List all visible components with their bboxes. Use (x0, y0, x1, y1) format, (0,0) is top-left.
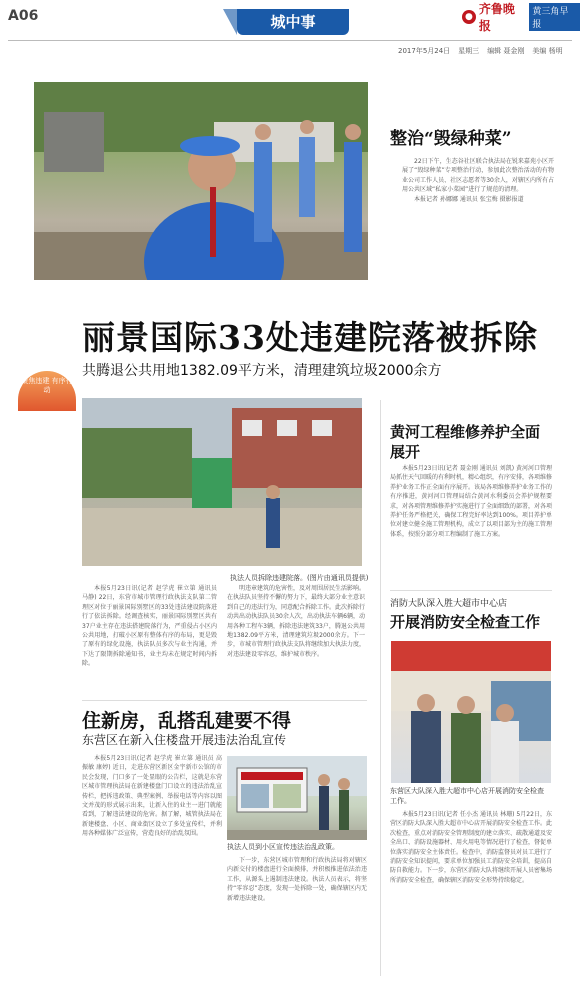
page-code: A06 (8, 8, 39, 24)
photo-notice-board-illustration (227, 756, 367, 840)
issue-weekday: 星期三 (458, 47, 480, 55)
photo-demolition-illustration (82, 398, 362, 566)
main-body-col2-text: 明违章建筑的危害性，及对周围居民生活影响。在执法队员坚持不懈的努力下，最终大部分业主意识到自己的违法行为，同意配合拆除工作。此次拆除行动共出动执法队员30余人次，出动执法车辆6辆，动用各种工程车3辆，拆除违法建筑33户，腾退公共用地1382.09平方米，清理建筑垃圾2000余方。下一步，市城市管理行政执法支队将继续加大执法力度，对违法建设零容忍，维护城市秩序。 (227, 585, 365, 658)
issue-date: 2017年5月24日 (398, 47, 451, 55)
story3-kicker: 消防大队深入胜大超市中心店 (390, 599, 508, 609)
photo-demolition (82, 398, 362, 566)
column-divider (380, 400, 381, 976)
photo-fire-inspection-illustration (391, 641, 551, 783)
story4-body (82, 754, 222, 976)
story4-title: 住新房，乱搭乱建要不得 (82, 710, 292, 732)
brand-sub: 黄三角早报 (529, 3, 580, 31)
topic-badge: 聚焦违建 有序行动 (18, 371, 76, 411)
brand-name: 齐鲁晚报 (478, 2, 515, 33)
photo-greening-illustration (34, 82, 368, 280)
main-subheadline: 共腾退公共用地1382.09平方米，清理建筑垃圾2000余方 (82, 363, 442, 379)
brand-logo-icon: ● (462, 10, 476, 24)
story3-body (390, 810, 552, 976)
story4-body2 (227, 856, 367, 976)
story2-text: 本报5月23日讯(记者 聂金刚 通讯员 刘凯) 黄河河口管理局抓住天气回暖的有利时机，精心组织，有序安排，各项维修养护业务工作正全面有序展开。该局各项维修养护业务工作的有序推进，黄河河口管理局结合黄河水利委员会养护规程要求，对各项管理维修养护实施进行了全面细致的部署，对各项养护任务严格把关，确保工程完好率达到100%。项目养护单位对建立健全施工管理机构，成立了以项目部为主的施工管理体系，按照分部分项工程编制了施工方案。 (390, 465, 552, 538)
main-headline: 丽景国际33处违建院落被拆除 (82, 318, 538, 357)
story3-title: 开展消防安全检查工作 (390, 613, 541, 631)
story1-byline: 本报记者 孙娜娜 通讯员 张宝梅 摄影报道 (414, 195, 524, 203)
editor-credit: 编辑 聂金刚 (487, 47, 525, 55)
story4-divider (82, 700, 367, 701)
designer-credit: 美编 杨明 (532, 47, 563, 55)
story3-divider (390, 590, 552, 591)
main-body-col1 (82, 584, 217, 696)
story4-text2: 下一步，东营区城市管理和行政执法局将对辖区内新交付的楼盘进行全面摸排，并积极推进依法治违工作，从源头上遏制违法建设。执法人员表示，将坚持“零容忍”态度，发现一处拆除一处，确保辖区内无新增违法建设。 (227, 857, 367, 902)
photo-notice-board (227, 756, 367, 840)
story1-title: 整治“毁绿种菜” (390, 129, 512, 149)
photo-greening-workers (34, 82, 368, 280)
story4-subtitle: 东营区在新入住楼盘开展违法治乱宣传 (82, 733, 287, 747)
header-meta (398, 46, 563, 56)
story2-body (390, 464, 552, 588)
section-title: 城中事 (237, 9, 349, 35)
story4-text: 本报5月23日讯(记者 赵学虎 崔立第 通讯员 高振敏 康婷) 近日，走进东营区新区金宇新市公馆的市民会发现，门口多了一处显眼的公告栏，这就是东营区城市管理执法局在新建楼盘门口设立的违法治乱宣传栏，把拆违政策、典型案例、举报电话等内容以图文并茂的形式展示出来，让新入住的业主一进门就能看到，了解违法建设的危害。据了解，城管执法局在新建楼盘、小区、商业街区设立了多处宣传栏，并利用各种媒体广泛宣传，营造良好的治乱氛围。 (82, 755, 222, 838)
story3-text: 本报5月23日讯(记者 任小杰 通讯员 林珊) 5月22日，东营区消防大队深入胜大超市中心店开展消防安全检查工作。此次检查，重点对消防安全管理制度的建立落实、疏散通道及安全出口、消防设施器材、用火用电等情况进行了检查，督促单位落实消防安全主体责任。检查中，消防监督员对员工进行了消防安全知识提问，要求单位加强员工消防安全培训，提高自防自救能力。下一步，东营区消防大队将继续开展人员密集场所消防安全检查，确保辖区消防安全形势持续稳定。 (390, 811, 552, 884)
main-body-col2 (227, 584, 365, 696)
story1-text: 22日下午，生态谷社区联合执法局在锐来嘉苑小区开展了“毁绿种菜”专项整治行动，参加此次整治活动的有物业公司工作人员、社区志愿者等30余人，对辖区内所有占用公共区域“私家小菜园”进行了规范的清理。 (402, 158, 554, 194)
photo-fire-inspection (391, 641, 551, 783)
story2-title: 黄河工程维修养护全面展开 (390, 423, 541, 461)
story1-body (402, 157, 554, 267)
story3-caption: 东营区大队深入胜大超市中心店开展消防安全检查工作。 (390, 787, 544, 805)
story4-caption: 执法人员到小区宣传违法治乱政策。 (227, 843, 339, 851)
main-photo-caption: 执法人员拆除违建院落。(图片由通讯员提供) (230, 574, 369, 582)
main-body-col1-text: 本报5月23日讯(记者 赵学虎 崔立第 通讯员 马静) 22日，东营市城市管理行政执法支队第二管理区对位于丽景国际别墅区的33处违法建设院落进行了依法拆除。经调查核实，丽景国际别墅区共有37户业主存在违法搭建院落行为，严重侵占小区内公共用地，打破小区原有整体有序的布局，更是毁了原有的绿化设施，执法队员多次与业主沟通，并下达了限期拆除通知书，业主均未在规定时间内拆除。 (82, 585, 217, 668)
brand (462, 2, 580, 33)
header-rule (8, 40, 572, 41)
